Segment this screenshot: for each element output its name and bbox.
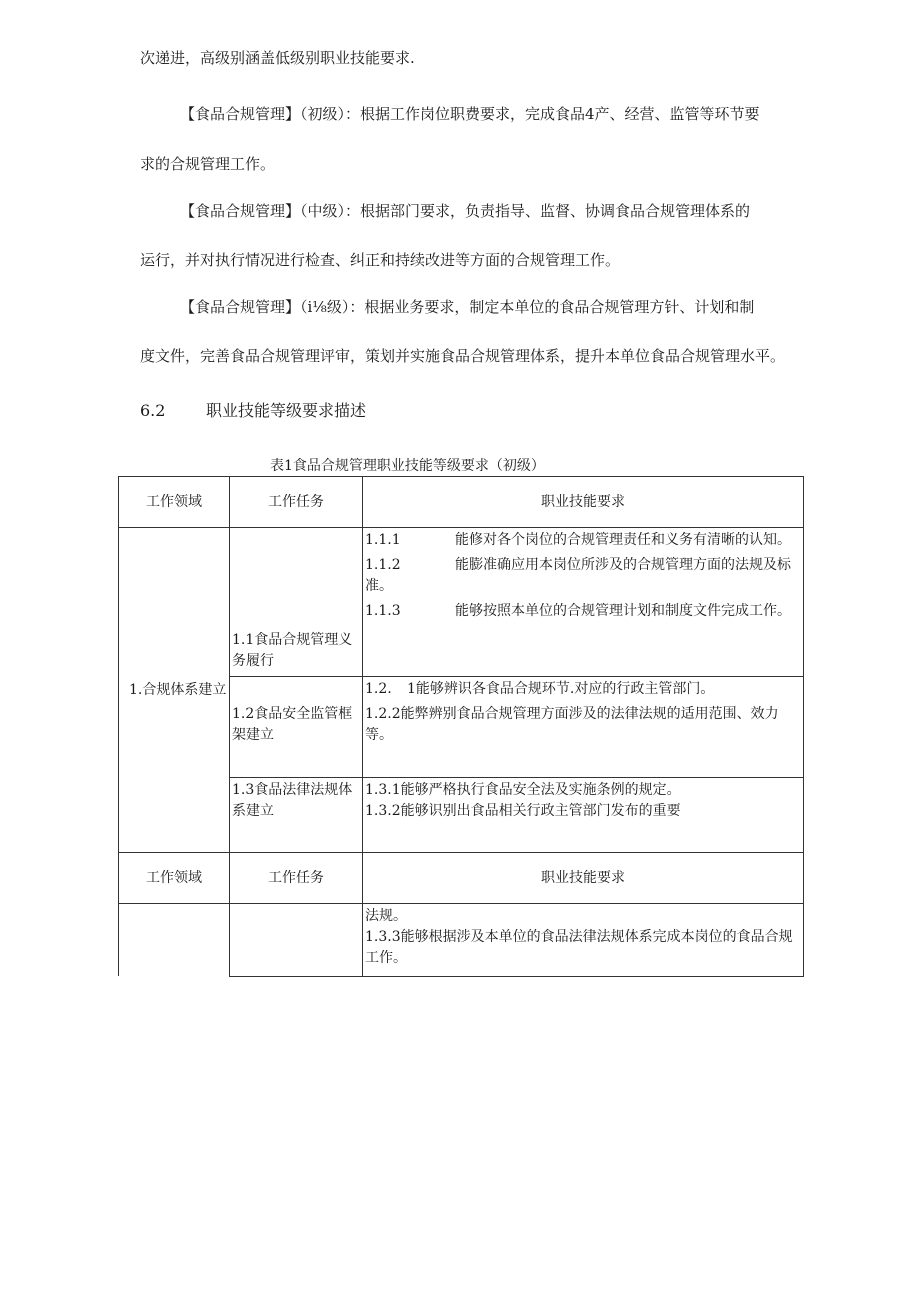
task-cell: 1.2食品安全监管框架建立 xyxy=(230,677,363,778)
requirement-item: 1.1.3 能够按照本单位的合规管理计划和制度文件完成工作。 xyxy=(365,603,791,619)
section-title: 职业技能等级要求描述 xyxy=(206,401,367,420)
requirement-cell xyxy=(363,778,804,853)
paragraph-middle-line2: 运行，并对执行情况进行检查、纠正和持续改进等方面的合规管理工作。 xyxy=(140,251,621,269)
table-caption: 表1食品合规管理职业技能等级要求（初级） xyxy=(270,458,545,474)
header-area: 工作领域 xyxy=(119,477,230,528)
requirement-cell xyxy=(363,528,804,677)
section-heading xyxy=(140,401,366,421)
header-area: 工作领域 xyxy=(119,853,230,904)
table-row xyxy=(119,528,804,677)
paragraph-senior-line1: 【食品合规管理】（i⅛级）：根据业务要求，制定本单位的食品合规管理方针、计划和制 xyxy=(180,298,755,316)
table-row xyxy=(119,904,804,977)
header-task: 工作任务 xyxy=(230,477,363,528)
paragraph-continuation: 次递进，高级别涵盖低级别职业技能要求. xyxy=(140,49,415,67)
header-requirement: 职业技能要求 xyxy=(363,853,804,904)
paragraph-junior-line2: 求的合规管理工作。 xyxy=(140,155,276,173)
task-cell: 1.1食品合规管理义务履行 xyxy=(230,528,363,677)
requirement-cell xyxy=(363,904,804,977)
header-task: 工作任务 xyxy=(230,853,363,904)
requirement-item: 1.3.2能够识别出食品相关行政主管部门发布的重要 xyxy=(365,803,681,819)
requirement-item: 1.2.2能弊辨别食品合规管理方面涉及的法律法规的适用范围、效力等。 xyxy=(365,706,779,743)
requirement-item: 1.3.3能够根据涉及本单位的食品法律法规体系完成本岗位的食品合规工作。 xyxy=(365,929,793,966)
area-cell-empty xyxy=(119,904,230,977)
header-requirement: 职业技能要求 xyxy=(363,477,804,528)
table-header-row xyxy=(119,477,804,528)
paragraph-middle-line1: 【食品合规管理】（中级）：根据部门要求，负责指导、监督、协调食品合规管理体系的 xyxy=(180,202,751,220)
paragraph-junior-line1: 【食品合规管理】（初级）：根据工作岗位职费要求，完成食品4产、经营、监管等环节要 xyxy=(180,105,760,123)
requirement-item: 1.1.2 能膨准确应用本岗位所涉及的合规管理方面的法规及标准。 xyxy=(365,557,791,594)
requirement-item: 法规。 xyxy=(365,908,407,924)
requirement-item: 1.3.1能够严格执行食品安全法及实施条例的规定。 xyxy=(365,782,681,798)
requirement-item: 1.2. 1能够辨识各食品合规环节.对应的行政主管部门。 xyxy=(365,681,715,697)
task-cell: 1.3食品法律法规体系建立 xyxy=(230,778,363,853)
requirement-item: 1.1.1 能修对各个岗位的合规管理责任和义务有清晰的认知。 xyxy=(365,532,791,548)
paragraph-senior-line2: 度文件，完善食品合规管理评审，策划并实施食品合规管理体系，提升本单位食品合规管理水平。 xyxy=(140,347,786,365)
area-cell: 1.合规体系建立 xyxy=(119,528,230,853)
table-header-row xyxy=(119,853,804,904)
requirement-cell xyxy=(363,677,804,778)
section-number: 6.2 xyxy=(140,401,166,420)
task-cell-empty xyxy=(230,904,363,977)
skills-table xyxy=(118,476,804,977)
